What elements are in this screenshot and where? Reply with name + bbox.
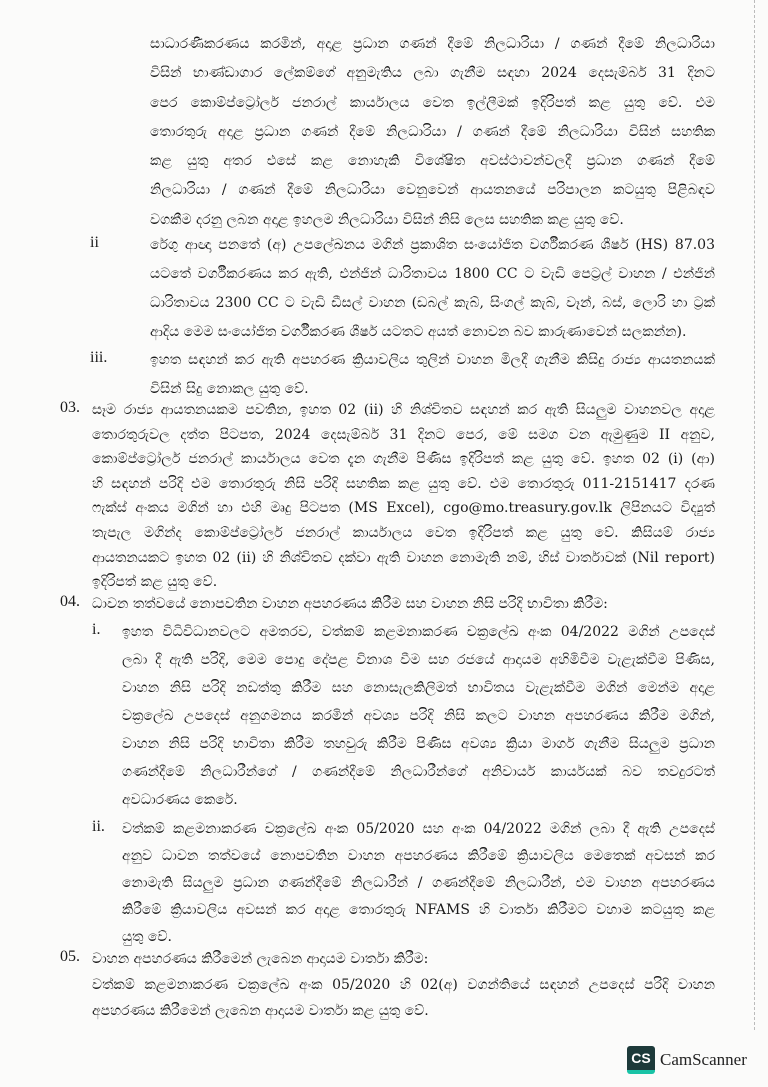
text-line: ෆැක්ස් අංකය මගින් හා එහි මෘදු පිටපත (MS Excel), cgo@mo.treasury.gov.lk ලිපිනයට විද්‍යුත් xyxy=(92,500,715,517)
text-line: රේගු ආඥා පනතේ (අ) උපලේඛනය මගින් ප්‍රකාශිත සංයෝජිත වර්ගීකරණ ශීර්ෂ (HS) 87.03 xyxy=(150,237,715,253)
text-line: ආදිය මෙම සංයෝජිත වර්ගීකරණ ශීර්ෂ යටතට අයත් නොවන බව කාරුණාවෙන් සලකන්න). xyxy=(150,324,687,340)
scan-edge-line xyxy=(754,0,755,1030)
section-number: 04. xyxy=(60,593,80,610)
text-line: තොරතුරු අදාළ ප්‍රධාන ගණන් දීමේ නිලධාරියා / ගණන් දීමේ නිලධාරියා විසින් සහතික xyxy=(150,123,715,140)
section-number: 05. xyxy=(60,948,80,965)
text-line: අවධාරණය කෙරේ. xyxy=(122,792,238,808)
section-number: ii xyxy=(90,234,99,251)
camscanner-watermark xyxy=(627,1046,747,1074)
section-number: ii. xyxy=(92,818,105,835)
text-line: පෙර කොම්ප්ට්‍රෝලර් ජනරාල් කාර්යාලය වෙත ඉල්ලීමක් ඉදිරිපත් කළ යුතු වේ. එම xyxy=(150,94,715,111)
text-line: ඉදිරිපත් කළ යුතු වේ. xyxy=(92,574,218,591)
text-line: විසින් භාණ්ඩාගාර ලේකම්ගේ අනුමැතිය ලබා ගැනීම සඳහා 2024 දෙසැම්බර් 31 දිනට xyxy=(150,65,715,82)
text-line: නොමැති සියලුම ප්‍රධාන ගණන්දීමේ නිලධාරීන් / ගණන්දීමේ නිලධාරීන්, එම වාහන අපහරණය xyxy=(122,875,715,891)
text-line: වාහන නිසි පරිදි භාවිතා කිරීම තහවුරු කිරීම පිණිස අවශ්‍ය ක්‍රියා මාර්ග ගැනීම සියලුම ප්‍රධාන xyxy=(122,736,715,752)
text-line: අනුව ධාවන තත්වයේ නොපවතින වාහන අපහරණය කිරීමේ ක්‍රියාවලිය මෙතෙක් අවසන් කර xyxy=(122,848,715,864)
s3-paragraph xyxy=(92,402,715,599)
text-line: තැපැල මගින්ද කොම්ප්ට්‍රෝලර් ජනරාල් කාර්යාලය වෙත ඉදිරිපත් කළ යුතු වේ. කිසියම් රාජ්‍ය xyxy=(92,524,715,541)
text-line: ඉහත විධිවිධානවලට අමතරව, වත්කම් කළමනාකරණ චක්‍රලේඛ අංක 04/2022 මගින් උපදෙස් xyxy=(122,624,715,640)
text-line: විසින් සිදු නොකල යුතු වේ. xyxy=(150,381,309,397)
text-line: නිලධාරියා / ගණන් දීමේ නිලධාරියා වෙනුවෙන් ආයතනයේ පරිපාලන කටයුතු පිළිබඳව xyxy=(150,182,715,199)
text-line: ඉහත සඳහන් කර ඇති අපහරණ ක්‍රියාවලිය තුලින් වාහන මිලදී ගැනීම කිසිදු රාජ්‍ය ආයතනයක් xyxy=(150,352,715,368)
text-line: යුතු වේ. xyxy=(122,929,172,945)
text-line: ධාරිතාවය 2300 CC ට වැඩි ඩීසල් වාහන (ඩබල් කැබ්, සිංගල් කැබ්, වෑන්, බස්, ලොරි හා ට්‍රක් xyxy=(150,295,715,311)
s4-paragraph xyxy=(92,596,715,624)
text-line: කළ යුතු අතර එසේ කළ නොහැකි විශේෂිත අවස්ථාවන්වලදී ප්‍රධාන ගණන් දීමේ xyxy=(150,153,715,170)
text-line: වත්කම් කළමනාකරණ චක්‍රලේඛ අංක 05/2020 හි 02(අ) වගන්තියේ සඳහන් උපදෙස් පරිදි වාහන xyxy=(92,977,715,993)
text-line: සෑම රාජ්‍ය ආයතනයකම පවතින, ඉහත 02 (ii) හි නිශ්චිතව සඳහන් කර ඇති සියලුම වාහනවල අදාළ xyxy=(92,402,715,418)
camscanner-logo-icon: CS xyxy=(627,1046,655,1074)
text-line: වගකීම දරනු ලබන අදාළ ඉහලම නිලධාරියා විසින් නිසි ලෙස සහතික කළ යුතු වේ. xyxy=(150,211,624,228)
block-intro-paragraph xyxy=(150,36,715,241)
section-number: iii. xyxy=(90,349,108,366)
camscanner-text: CamScanner xyxy=(660,1050,747,1069)
s2-ii-paragraph xyxy=(150,237,715,353)
section-number: 03. xyxy=(60,399,80,416)
text-line: කිරීමේ ක්‍රියාවලිය අවසන් කර අදාළ තොරතුරු NFAMS හි වාර්තා කිරීමට වහාම කටයුතු කළ xyxy=(122,902,715,918)
s5-paragraph xyxy=(92,951,715,1029)
text-line: චක්‍රලේඛ උපදෙස් අනුගමනය කරමින් අවශ්‍ය පරිදි නිසි කලට වාහන අපහරණය කිරීම මගින්, xyxy=(122,708,715,724)
s4-ii-paragraph xyxy=(122,821,715,956)
section-heading: වාහන අපහරණය කිරීමෙන් ලැබෙන ආදායම වාර්තා කිරීම: xyxy=(92,951,429,967)
section-heading: ධාවන තත්වයේ නොපවතින වාහන අපහරණය කිරීම සහ වාහන නිසි පරිදි භාවිතා කිරීම: xyxy=(92,596,608,612)
text-line: යටතේ වර්ගීකරණය කර ඇති, එන්ජින් ධාරිතාවය 1800 CC ට වැඩි පෙට්‍රල් වාහන / එන්ජින් xyxy=(150,266,715,282)
section-number: i. xyxy=(92,621,101,638)
s4-i-paragraph xyxy=(122,624,715,820)
text-line: කොම්ප්ට්‍රෝලර් ජනරාල් කාර්යාලය වෙත දැන ගැනීම පිණිස ඉදිරිපත් කළ යුතු වේ. ඉහත 02 (i) (ආ) xyxy=(92,451,715,468)
text-line: ගණන්දීමේ නිලධාරීන්ගේ / ගණන්දීමේ නිලධාරීන්ගේ අනිවාර්ය කාර්යයක් බව තවදුරටත් xyxy=(122,764,715,780)
text-line: තොරතුරුවල දත්ත පිටපත, 2024 දෙසැම්බර් 31 දිනට පෙර, මේ සමග වන ඇමුණුම II අනුව, xyxy=(92,426,715,443)
text-line: වාහන නිසි පරිදි නඩත්තු කිරීම සහ නොසැලකිලිමත් භාවිතය වැළැක්වීම මගින් මෙන්ම අදාළ xyxy=(122,680,715,696)
text-line: ආයතනයකට ඉහත 02 (ii) හි නිශ්චිතව දක්වා ඇති වාහන නොමැති නම්, හිස් වාර්තාවක් (Nil report) xyxy=(92,549,715,566)
text-line: සාධාරණීකරණය කරමින්, අදාළ ප්‍රධාන ගණන් දීමේ නිලධාරියා / ගණන් දීමේ නිලධාරියා xyxy=(150,36,715,52)
text-line: ලබා දී ඇති පරිදි, මෙම පොදු දේපළ විනාශ වීම සහ රජයේ ආදායම අහිමිවීම වැළැක්වීම පිණිස, xyxy=(122,652,715,668)
text-line: අපහරණය කිරීමෙන් ලැබෙන ආදායම වාර්තා කළ යුතු වේ. xyxy=(92,1003,429,1019)
text-line: වත්කම් කළමනාකරණ චක්‍රලේඛ අංක 05/2020 සහ අංක 04/2022 මගින් ලබා දී ඇති උපදෙස් xyxy=(122,821,715,837)
text-line: හි සඳහන් පරිදි එම තොරතුරු නිසි පරිදි සහතික කළ යුතු වේ. එම තොරතුරු 011-2151417 දරණ xyxy=(92,475,715,492)
